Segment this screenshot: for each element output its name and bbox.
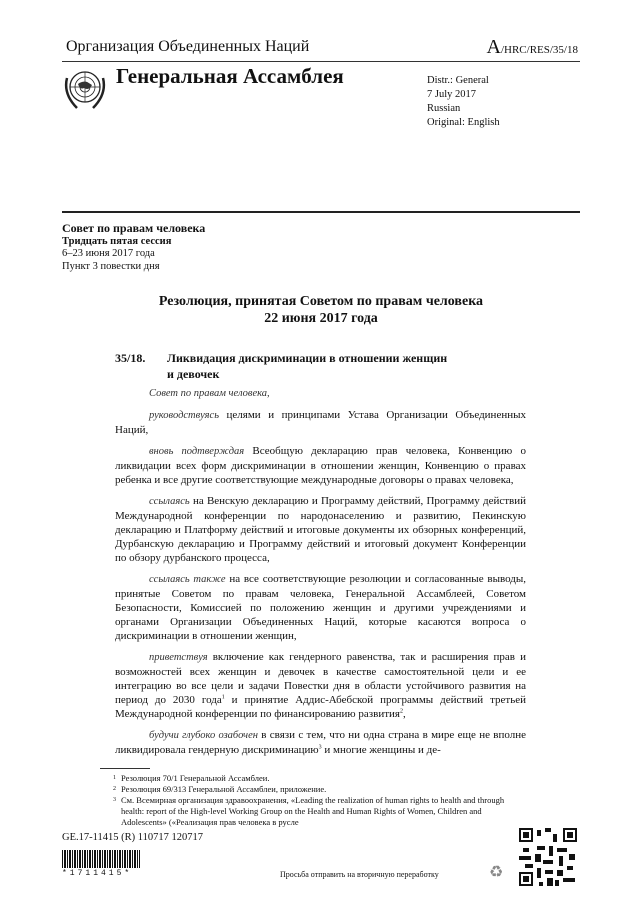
- paragraph-text: включение как гендерного равенства, так и расширения прав и возможностей всех женщин и девочек в качестве самостоятельной цели и ее интеграцию во все цели и задачи Повестки дня в области устойчивого развития на период до 2030 года: [115, 651, 526, 706]
- paragraph: [115, 650, 526, 721]
- barcode-icon: [62, 850, 140, 868]
- paragraph-lead: ссылаясь также: [149, 574, 226, 585]
- resolution-number: 35/18.: [115, 351, 146, 365]
- resolution-heading: [115, 350, 535, 382]
- paragraph: [115, 572, 526, 643]
- session-dates: 6–23 июня 2017 года: [62, 248, 155, 259]
- session: Тридцать пятая сессия: [62, 235, 172, 247]
- resolution-title: [62, 293, 580, 327]
- footnote-number: 3: [113, 797, 116, 803]
- paragraph-lead: руководствуясь: [149, 410, 219, 421]
- council-name: Совет по правам человека: [62, 221, 206, 235]
- paragraph-text: и многие женщины и де-: [321, 744, 441, 756]
- agenda-item: Пункт 3 повестки дня: [62, 260, 160, 272]
- body-name: Генеральная Ассамблея: [116, 64, 344, 88]
- paragraph-text: на все соответствующие резолюции и согласованные выводы, принятые Советом по правам человека, Генеральной Ассамблеей, Советом Безопасности, Комиссией по положению женщин и другими учреждениями и органами Организации Объединенных Наций, которые касаются вопроса о дискриминации в отношении женщин,: [115, 573, 526, 642]
- paragraph: [115, 728, 526, 757]
- paragraph-text: целями и принципами Устава Организации Объединенных Наций,: [115, 409, 526, 436]
- paragraph-lead: будучи глубоко озабочен: [149, 730, 258, 741]
- recycle-icon: ♻: [489, 864, 504, 881]
- resolution-date: 22 июня 2017 года: [264, 311, 378, 326]
- footnote: [100, 795, 520, 828]
- paragraph-lead: ссылаясь: [149, 496, 190, 507]
- heading-line: Ликвидация дискриминации в отношении женщин: [167, 351, 448, 365]
- footnotes: [100, 773, 520, 828]
- footnote-text: Резолюция 70/1 Генеральной Ассамблеи.: [121, 773, 270, 783]
- footnote-rule: [100, 768, 150, 769]
- distr-date: 7 July 2017: [427, 89, 477, 100]
- paragraph-text: и принятие Аддис-Абебской программы действий третьей Международной конференции по финансированию развития: [115, 694, 526, 720]
- paragraph-text: в связи с тем, что ни одна страна в мире еще не вполне ликвидировала гендерную дискриминацию: [115, 729, 526, 756]
- council-block: [62, 222, 205, 273]
- paragraph-text: на Венскую декларацию и Программу действий, Программу действий Международной конференции по народонаселению и развитию, Пекинскую декларацию и Платформу действий и итоговые документы их обзорных конференций, Дурбанскую декларацию и Программу действий и итоговый документ Конференции по обзору дурбанского процесса,: [115, 495, 526, 564]
- resolution-title-line: Резолюция, принятая Советом по правам человека: [158, 294, 484, 309]
- footnote: [100, 784, 520, 795]
- footnote-ref[interactable]: 2: [399, 708, 403, 715]
- paragraph: [115, 444, 526, 487]
- footnote-ref[interactable]: 1: [221, 694, 225, 701]
- title-rule: [62, 211, 580, 213]
- document-symbol: [487, 36, 578, 59]
- symbol-prefix: A: [486, 36, 501, 58]
- paragraph-lead: Совет по правам человека,: [149, 388, 270, 399]
- paragraph-lead: приветствуя: [149, 652, 208, 663]
- paragraph-text: ,: [402, 708, 406, 720]
- page-footer: [62, 828, 580, 890]
- heading-line: и девочек: [167, 367, 220, 381]
- paragraph-lead: вновь подтверждая: [149, 446, 245, 457]
- footnote: [100, 773, 520, 784]
- organization-name: Организация Объединенных Наций: [66, 38, 310, 55]
- qr-code-icon: [519, 828, 577, 886]
- symbol-rest: /HRC/RES/35/18: [500, 44, 578, 56]
- footnote-ref[interactable]: 3: [318, 744, 322, 751]
- barcode-text: *1711415*: [62, 869, 133, 878]
- paragraph: [115, 408, 526, 437]
- un-emblem-icon: [62, 66, 108, 112]
- footnote-text: Резолюция 69/313 Генеральной Ассамблеи, приложение.: [121, 784, 327, 794]
- distr-line: Distr.: General: [427, 75, 489, 86]
- recycle-text: Просьба отправить на вторичную переработку: [280, 870, 439, 879]
- page-flow: [62, 386, 580, 900]
- footnote-number: 1: [113, 775, 116, 781]
- paragraph-text: Всеобщую декларацию прав человека, Конвенцию о ликвидации всех форм дискриминации в отношении женщин, Конвенцию о правах ребенка и все другие соответствующие международные договоры о правах человека,: [115, 445, 526, 486]
- job-number: GE.17-11415 (R) 110717 120717: [62, 832, 203, 843]
- footnote-number: 2: [113, 786, 116, 792]
- distribution-info: [427, 74, 500, 130]
- distr-original: Original: English: [427, 117, 500, 128]
- paragraph: [115, 494, 526, 565]
- footnote-text: См. Всемирная организация здравоохранения, «Leading the realization of human rights to health and through health: report of the High-level Working Group on the Health and Human Rights of Women, Children and Adolescents» («Реализация прав человека в русле: [121, 795, 505, 827]
- paragraph: [115, 386, 526, 401]
- header-rule: [62, 61, 580, 62]
- resolution-body: [115, 386, 526, 764]
- distr-language: Russian: [427, 103, 461, 114]
